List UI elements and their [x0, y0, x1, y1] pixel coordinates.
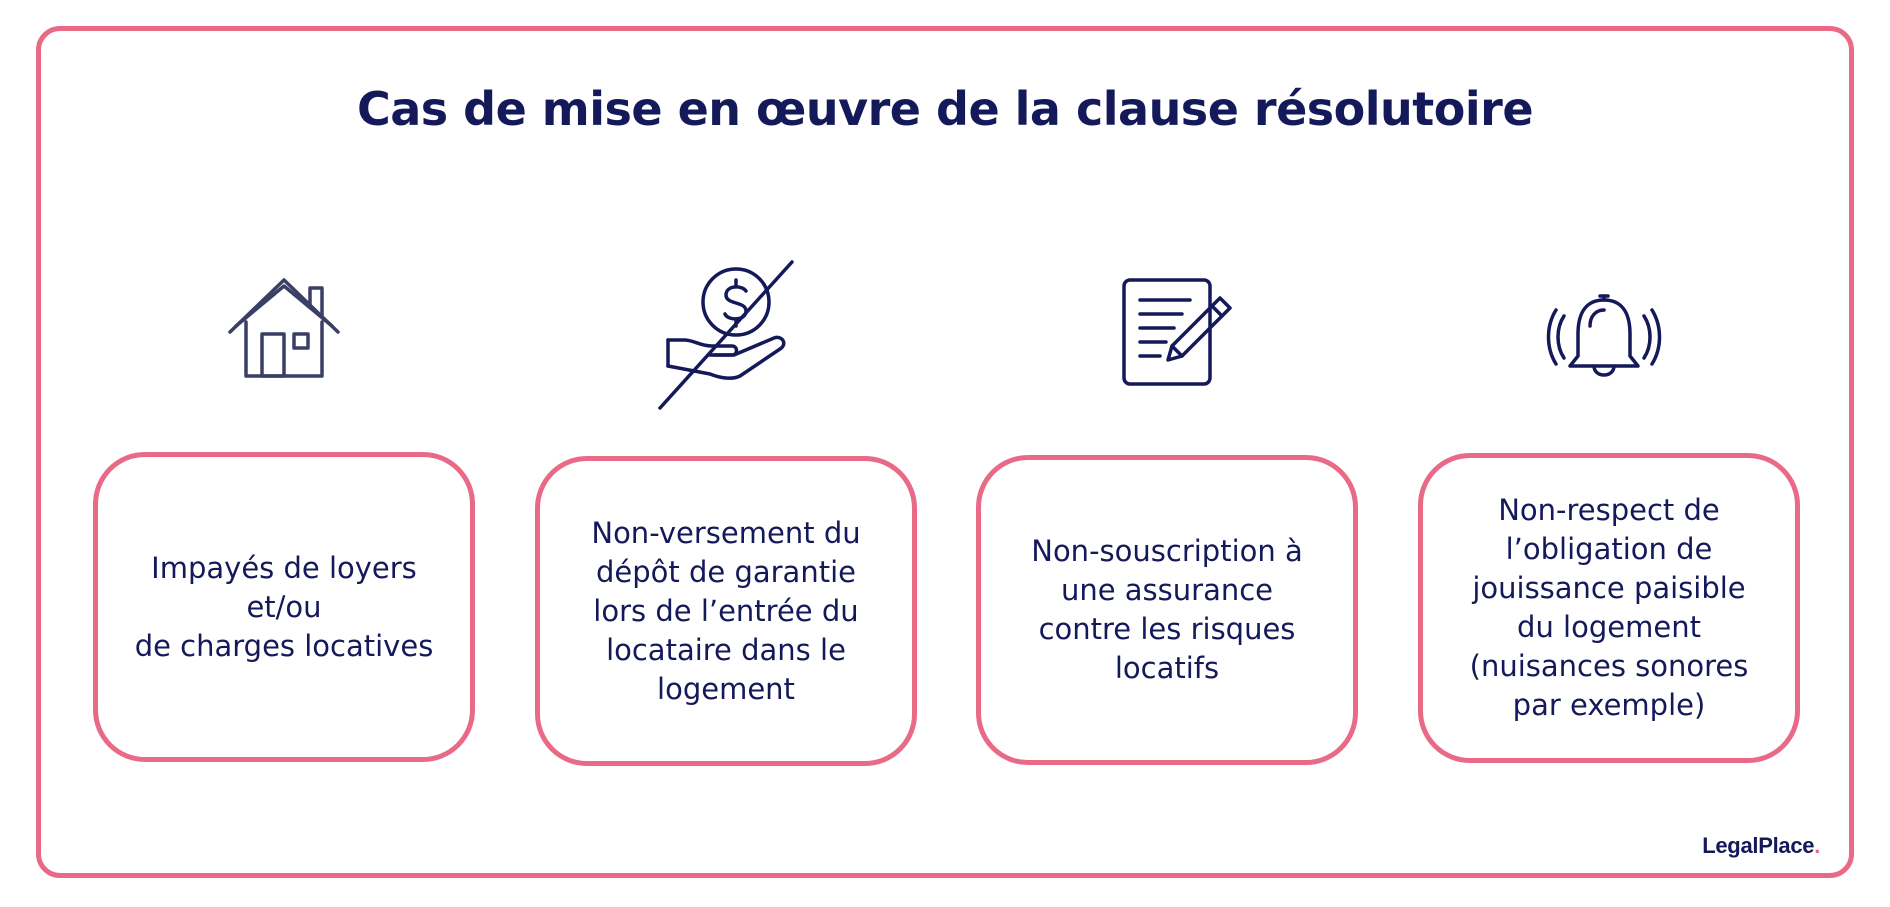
case-card-peaceful-enjoyment	[1418, 453, 1800, 763]
no-money-hand-icon	[654, 258, 804, 414]
brand-logo	[1702, 833, 1820, 859]
ringing-bell-icon	[1546, 286, 1662, 390]
case-label-peaceful-enjoyment: Non-respect de l’obligation de jouissance paisible du logement (nuisances sonores par exemple)	[1469, 493, 1749, 722]
document-pen-icon	[1120, 276, 1236, 388]
house-icon	[226, 276, 342, 380]
case-label-rent-arrears: Impayés de loyers et/ou de charges locatives	[134, 550, 434, 663]
case-label-deposit: Non-versement du dépôt de garantie lors de l’entrée du locataire dans le logement	[591, 515, 861, 706]
infographic-title: Cas de mise en œuvre de la clause résolutoire	[356, 82, 1534, 136]
brand-name: LegalPlace	[1702, 833, 1815, 858]
case-label-insurance: Non-souscription à une assurance contre les risques locatifs	[1031, 534, 1303, 685]
case-card-deposit	[535, 456, 917, 766]
brand-dot: .	[1814, 833, 1820, 858]
case-card-rent-arrears	[93, 452, 475, 762]
case-card-insurance	[976, 455, 1358, 765]
